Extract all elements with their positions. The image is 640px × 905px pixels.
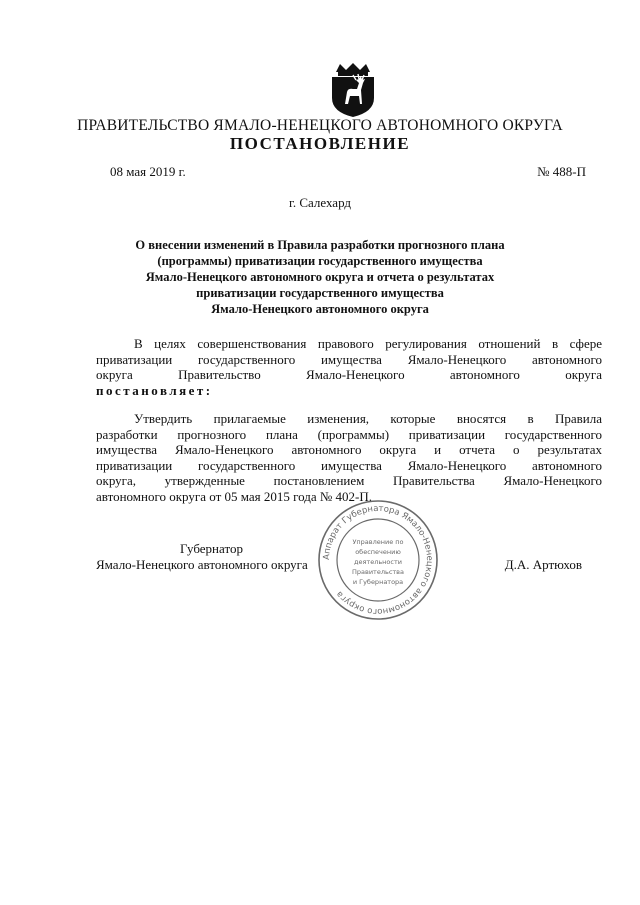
stamp-inner-line: Управление по [352, 538, 404, 546]
paragraph-line: В целях совершенствования правового регулирования отношений в сфере [134, 336, 602, 351]
heading-line: Ямало-Ненецкого автономного округа [211, 302, 429, 316]
paragraph-line: разработки прогнозного плана (программы) приватизации государственного [96, 426, 602, 442]
paragraph-line: приватизации государственного имущества Ямало-Ненецкого автономного [96, 457, 602, 473]
stamp-inner-line: Правительства [352, 568, 404, 576]
document-type: ПОСТАНОВЛЕНИЕ [229, 134, 411, 153]
heading-line: О внесении изменений в Правила разработки прогнозного плана [135, 238, 505, 252]
document-date: 08 мая 2019 г. [110, 164, 186, 179]
heading-line: Ямало-Ненецкого автономного округа и отчета о результатах [145, 270, 495, 284]
resolves-word: постановляет: [96, 382, 213, 398]
document-city: г. Салехард [288, 195, 352, 210]
resolution-paragraph [96, 411, 602, 504]
paragraph-line: округа, утвержденные постановлением Правительства Ямало-Ненецкого [96, 473, 602, 488]
paragraph-line: автономного округа от 05 мая 2015 года № 402-П. [96, 488, 373, 504]
signatory-name: Д.А. Артюхов [504, 557, 582, 572]
stamp-inner-line: деятельности [354, 558, 402, 566]
heading-line: (программы) приватизации государственного имущества [157, 254, 483, 268]
stamp-ring-text: Аппарат Губернатора Ямало-Ненецкого автономного округа [321, 503, 435, 617]
paragraph-line: приватизации государственного имущества Ямало-Ненецкого автономного [96, 351, 602, 367]
signatory-organization: Ямало-Ненецкого автономного округа [96, 557, 308, 572]
official-stamp [316, 498, 440, 622]
stamp-inner-line: обеспечению [355, 548, 401, 556]
paragraph-line: имущества Ямало-Ненецкого автономного округа и отчета о результатах [96, 442, 602, 457]
government-title: ПРАВИТЕЛЬСТВО ЯМАЛО-НЕНЕЦКОГО АВТОНОМНОГО ОКРУГА [77, 117, 563, 134]
coat-of-arms-emblem [326, 62, 380, 118]
stamp-inner-line: и Губернатора [352, 578, 404, 586]
heading-line: приватизации государственного имущества [196, 286, 444, 300]
document-heading [90, 237, 550, 317]
paragraph-line: округа Правительство Ямало-Ненецкого автономного округа [96, 367, 602, 382]
preamble-paragraph [96, 336, 602, 398]
signatory-title: Губернатор [180, 541, 243, 556]
document-number: № 488-П [537, 164, 586, 179]
paragraph-line: Утвердить прилагаемые изменения, которые вносятся в Правила [134, 411, 602, 426]
